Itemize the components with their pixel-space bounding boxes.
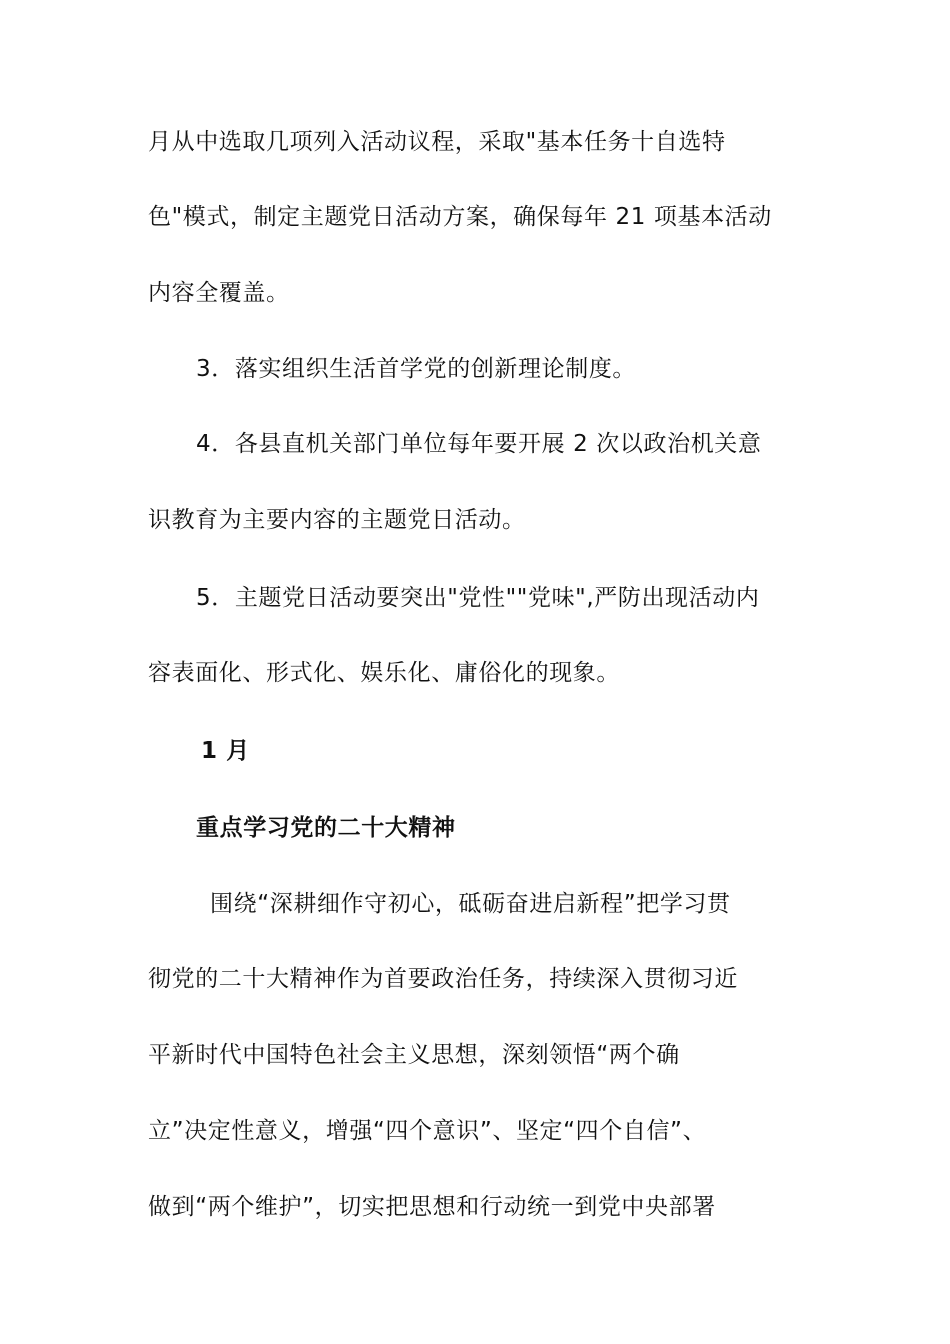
paragraph-line: 月从中选取几项列入活动议程，采取"基本任务十自选特 — [148, 129, 726, 155]
list-item-4: 4．各县直机关部门单位每年要开展 2 次以政治机关意 — [196, 431, 762, 457]
section-heading: 重点学习党的二十大精神 — [196, 815, 456, 841]
paragraph-line: 平新时代中国特色社会主义思想，深刻领悟“两个确 — [148, 1042, 680, 1068]
paragraph-line: 立”决定性意义，增强“四个意识”、坚定“四个自信”、 — [148, 1118, 707, 1144]
paragraph-line: 围绕“深耕细作守初心，砥砺奋进启新程”把学习贯 — [210, 891, 731, 917]
paragraph-line: 彻党的二十大精神作为首要政治任务，持续深入贯彻习近 — [148, 966, 738, 992]
paragraph-line: 识教育为主要内容的主题党日活动。 — [148, 507, 526, 533]
paragraph-line: 内容全覆盖。 — [148, 280, 290, 306]
month-heading: 1 月 — [201, 738, 250, 764]
list-item-3: 3．落实组织生活首学党的创新理论制度。 — [196, 356, 637, 382]
paragraph-line: 容表面化、形式化、娱乐化、庸俗化的现象。 — [148, 660, 620, 686]
paragraph-line: 色"模式，制定主题党日活动方案，确保每年 21 项基本活动 — [148, 204, 772, 230]
paragraph-line: 做到“两个维护”，切实把思想和行动统一到党中央部署 — [148, 1194, 716, 1220]
list-item-5: 5．主题党日活动要突出"党性""党味",严防出现活动内 — [196, 585, 760, 611]
